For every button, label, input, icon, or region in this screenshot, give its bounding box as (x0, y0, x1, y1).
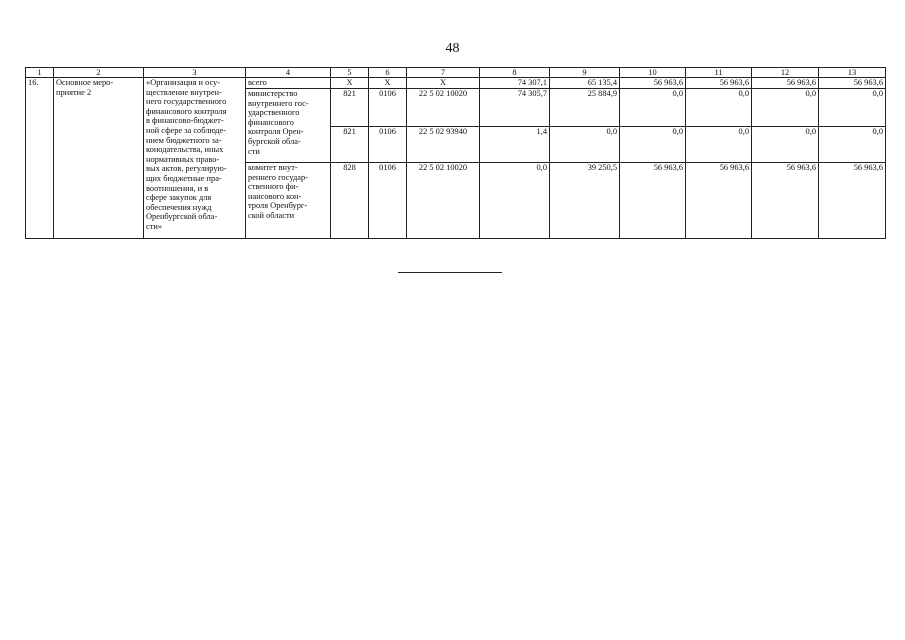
text-line: конодательства, иных (146, 145, 224, 155)
value-cell: 0,0 (752, 89, 819, 127)
value-cell: 56 963,6 (620, 78, 686, 89)
value-cell: 56 963,6 (620, 163, 686, 239)
text-line: воотношения, и в (146, 183, 209, 193)
value-cell: 0,0 (550, 127, 620, 163)
csr-cell: 22 5 02 93940 (407, 127, 480, 163)
text-line: ственного фи- (248, 182, 299, 192)
grbs-cell: Х (331, 78, 369, 89)
text-line: «Организация и осу- (146, 78, 221, 87)
text-line: Основное меро- (56, 78, 114, 87)
executor-cell (246, 78, 331, 89)
header-cell: 11 (686, 68, 752, 78)
text-line: троля Оренбург- (248, 201, 308, 211)
header-cell: 6 (369, 68, 407, 78)
executor-cell (246, 89, 331, 163)
value-cell: 56 963,6 (686, 78, 752, 89)
text-line: бургской обла- (248, 136, 301, 146)
text-line: комитет внут- (248, 163, 298, 172)
header-cell: 10 (620, 68, 686, 78)
text-line: внутреннего гос- (248, 98, 309, 108)
text-line: нансового кон- (248, 191, 302, 201)
value-cell: 56 963,6 (686, 163, 752, 239)
text-line: нормативных право- (146, 154, 220, 164)
text-line: финансового контроля (146, 106, 227, 116)
header-cell: 5 (331, 68, 369, 78)
header-cell: 2 (54, 68, 144, 78)
text-line: ной сфере за соблюде- (146, 125, 227, 135)
value-cell: 0,0 (819, 89, 886, 127)
value-cell: 0,0 (480, 163, 550, 239)
footer-divider (398, 272, 502, 273)
text-line: финансового (248, 117, 294, 127)
header-cell: 8 (480, 68, 550, 78)
text-line: обеспечения нужд (146, 202, 212, 212)
value-cell: 0,0 (620, 127, 686, 163)
text-line: нием бюджетного за- (146, 135, 222, 145)
value-cell: 65 135,4 (550, 78, 620, 89)
value-cell: 74 305,7 (480, 89, 550, 127)
rz-cell: 0106 (369, 163, 407, 239)
header-cell: 12 (752, 68, 819, 78)
text-line: сфере закупок для (146, 193, 212, 203)
text-line: в финансово-бюджет- (146, 116, 224, 126)
csr-cell: 22 5 02 10020 (407, 89, 480, 127)
header-cell: 9 (550, 68, 620, 78)
text-line: ударственного (248, 108, 300, 118)
executor-cell (246, 163, 331, 239)
value-cell: 0,0 (686, 127, 752, 163)
header-cell: 3 (144, 68, 246, 78)
rz-cell: 0106 (369, 127, 407, 163)
text-line: вых актов, регулирую- (146, 164, 227, 174)
budget-table (25, 67, 886, 239)
text-line: всего (248, 78, 267, 87)
measure-name (144, 78, 246, 239)
text-line: приятие 2 (56, 87, 92, 97)
table-row (26, 78, 886, 89)
header-cell: 13 (819, 68, 886, 78)
value-cell: 0,0 (819, 127, 886, 163)
header-cell: 1 (26, 68, 54, 78)
value-cell: 56 963,6 (752, 78, 819, 89)
text-line: сти (248, 146, 260, 156)
text-line: Оренбургской обла- (146, 212, 218, 222)
value-cell: 56 963,6 (752, 163, 819, 239)
row-number: 16. (26, 78, 54, 239)
value-cell: 0,0 (752, 127, 819, 163)
text-line: него государственного (146, 97, 227, 107)
text-line: министерство (248, 89, 298, 98)
csr-cell: 22 5 02 10020 (407, 163, 480, 239)
header-cell: 7 (407, 68, 480, 78)
value-cell: 1,4 (480, 127, 550, 163)
text-line: контроля Орен- (248, 127, 304, 137)
text-line: ской области (248, 210, 295, 220)
text-line: сти» (146, 221, 163, 231)
text-line: ществление внутрен- (146, 87, 222, 97)
value-cell: 25 884,9 (550, 89, 620, 127)
value-cell: 39 250,5 (550, 163, 620, 239)
rz-cell: Х (369, 78, 407, 89)
header-cell: 4 (246, 68, 331, 78)
value-cell: 0,0 (686, 89, 752, 127)
rz-cell: 0106 (369, 89, 407, 127)
page-number: 48 (445, 41, 460, 56)
value-cell: 74 307,1 (480, 78, 550, 89)
grbs-cell: 828 (331, 163, 369, 239)
value-cell: 0,0 (620, 89, 686, 127)
value-cell: 56 963,6 (819, 78, 886, 89)
grbs-cell: 821 (331, 89, 369, 127)
value-cell: 56 963,6 (819, 163, 886, 239)
csr-cell: Х (407, 78, 480, 89)
measure-type (54, 78, 144, 239)
header-row (26, 68, 886, 78)
grbs-cell: 821 (331, 127, 369, 163)
text-line: щих бюджетные пра- (146, 173, 222, 183)
text-line: реннего государ- (248, 172, 308, 182)
